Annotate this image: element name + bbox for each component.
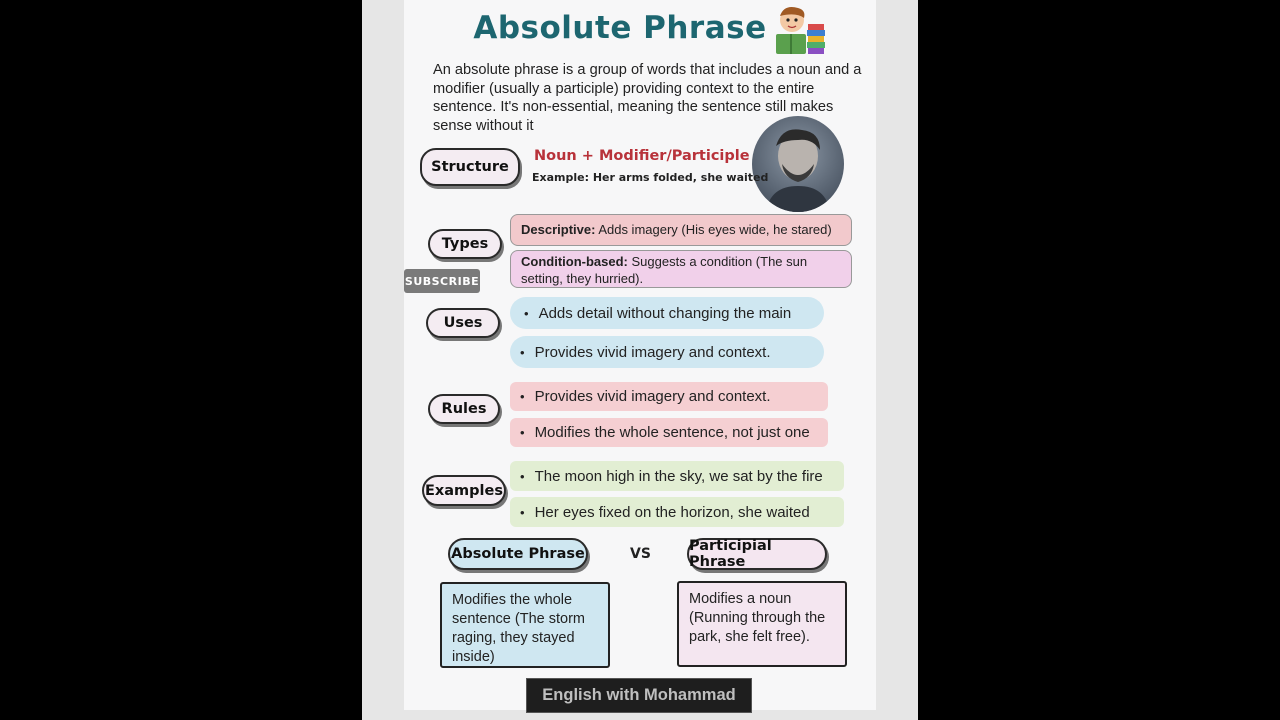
bullet: •	[520, 344, 525, 360]
bullet: •	[524, 305, 529, 321]
type-term: Condition-based:	[521, 254, 628, 269]
structure-example: Example: Her arms folded, she waited	[532, 171, 769, 184]
bullet: •	[520, 468, 525, 484]
bullet: •	[520, 425, 525, 440]
type-desc: Suggests a condition (The sun setting, they hurried).	[521, 254, 808, 286]
uses-text: Provides vivid imagery and context.	[534, 343, 771, 361]
participial-phrase-label: Participial Phrase	[687, 538, 827, 570]
subscribe-button[interactable]: SUBSCRIBE	[404, 269, 480, 293]
uses-item	[510, 297, 824, 329]
participial-phrase-description: Modifies a noun (Running through the park, she felt free).	[677, 581, 847, 667]
examples-item	[510, 497, 844, 527]
page-title: Absolute Phrase	[473, 10, 767, 46]
bullet: •	[520, 389, 525, 404]
presenter-photo	[752, 116, 844, 212]
rules-item	[510, 418, 828, 447]
video-caption: English with Mohammad	[526, 678, 752, 713]
type-term: Descriptive:	[521, 222, 596, 237]
examples-text: The moon high in the sky, we sat by the fire	[534, 467, 823, 485]
examples-text: Her eyes fixed on the horizon, she waited	[534, 503, 810, 521]
uses-label: Uses	[426, 308, 500, 338]
rules-item	[510, 382, 828, 411]
types-label: Types	[428, 229, 502, 259]
reading-boy-icon	[770, 4, 826, 58]
type-condition	[510, 250, 852, 288]
rules-text: Provides vivid imagery and context.	[534, 388, 771, 405]
absolute-phrase-label: Absolute Phrase	[448, 538, 588, 570]
vs-label: VS	[630, 546, 651, 562]
examples-item	[510, 461, 844, 491]
uses-item	[510, 336, 824, 368]
rules-text: Modifies the whole sentence, not just one	[534, 424, 810, 441]
structure-label: Structure	[420, 148, 520, 186]
examples-label: Examples	[422, 475, 506, 506]
rules-label: Rules	[428, 394, 500, 424]
type-descriptive	[510, 214, 852, 246]
intro-paragraph: An absolute phrase is a group of words that includes a noun and a modifier (usually a participle) providing context to the entire sentence. It's non-essential, meaning the sentence still makes sense without it	[433, 62, 862, 134]
type-desc: Adds imagery (His eyes wide, he stared)	[595, 222, 832, 237]
uses-text: Adds detail without changing the main	[538, 304, 792, 322]
structure-formula: Noun + Modifier/Participle	[534, 148, 750, 164]
bullet: •	[520, 504, 525, 520]
absolute-phrase-description: Modifies the whole sentence (The storm raging, they stayed inside)	[440, 582, 610, 668]
